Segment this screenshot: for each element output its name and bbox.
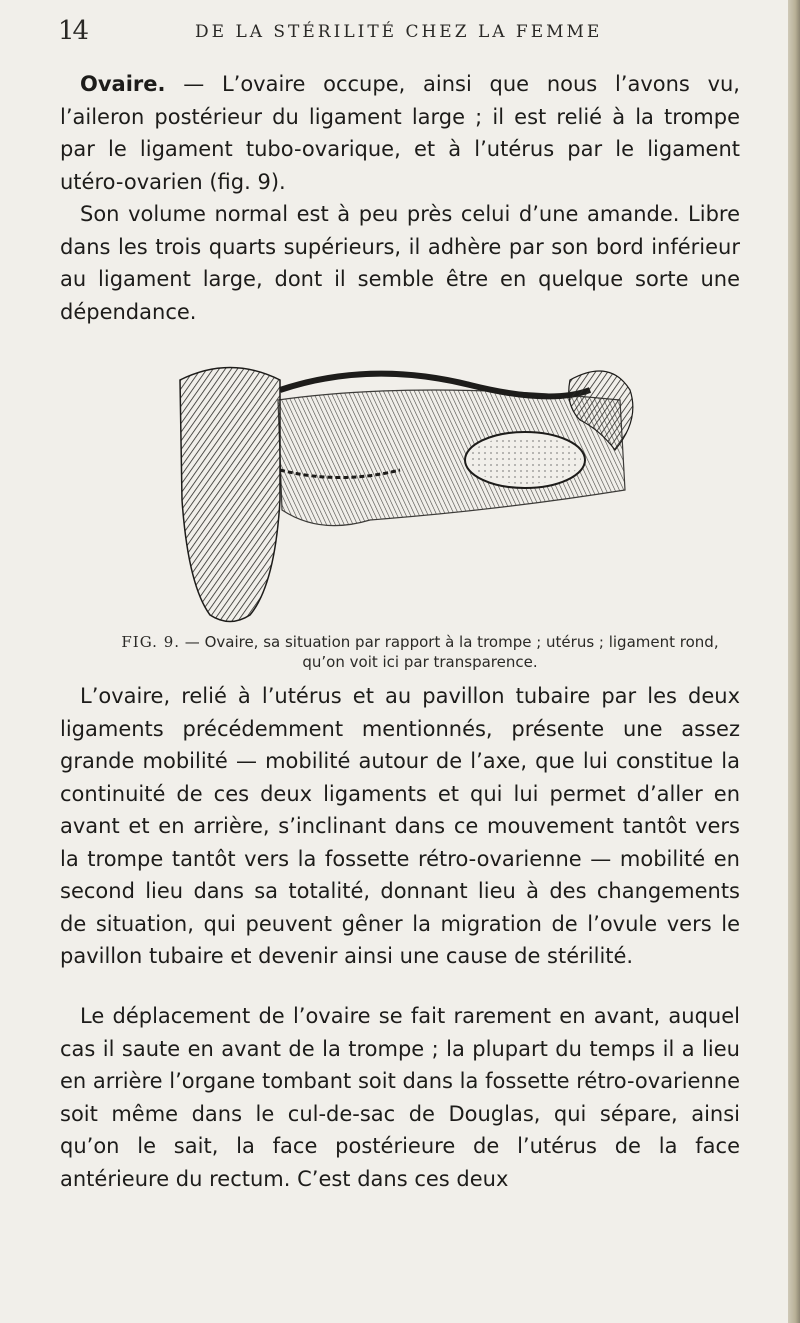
uterus-shape (180, 368, 280, 622)
paragraph-deplacement: Le déplacement de l’ovaire se fait rarement en avant, auquel cas il saute en avant de la trompe ; la plupart du temps il a lieu en arrière l’organe tombant soit dans la fossette rétro-ovarienne soit même dans le cul-de-sac de Douglas, qui sépare, ainsi qu’on le sait, la face postérieure de l’utérus de la face antérieure du rectum. C’est dans ces deux (60, 1004, 740, 1191)
book-spine-edge (788, 0, 800, 1323)
paragraph-volume: Son volume normal est à peu près celui d’une amande. Libre dans les trois quarts supérieurs, il adhère par son bord inférieur au ligament large, dont il semble être en quelque sorte une dépendance. (60, 202, 740, 324)
figure-caption (100, 632, 740, 672)
ovary-illustration (170, 360, 645, 625)
running-title: DE LA STÉRILITÉ CHEZ LA FEMME (195, 22, 603, 42)
figure-caption-text: — Ovaire, sa situation par rapport à la trompe ; utérus ; ligament rond, qu’on voit ici par transparence. (180, 633, 719, 671)
paragraph-ovaire (60, 68, 740, 198)
figure-label: FIG. 9. (121, 633, 181, 651)
paragraph-text: — L’ovaire occupe, ainsi que nous l’avons vu, l’aileron postérieur du ligament large ; il est relié à la trompe par le ligament tubo-ovarique, et à l’utérus par le ligament utéro-ovarien (fig. 9). (60, 72, 740, 194)
page-header (60, 14, 760, 50)
paragraph-mobilite: L’ovaire, relié à l’utérus et au pavillon tubaire par les deux ligaments précédemment mentionnés, présente une assez grande mobilité — mobilité autour de l’axe, que lui constitue la continuité de ces deux ligaments et qui lui permet d’aller en avant et en arrière, s’inclinant dans ce mouvement tantôt vers la trompe tantôt vers la fossette rétro-ovarienne — mobilité en second lieu dans sa totalité, donnant lieu à des changements de situation, qui peuvent gêner la migration de l’ovule vers le pavillon tubaire et devenir ainsi une cause de stérilité. (60, 684, 740, 968)
section-lead: Ovaire. (80, 72, 166, 96)
page-number: 14 (58, 16, 88, 46)
